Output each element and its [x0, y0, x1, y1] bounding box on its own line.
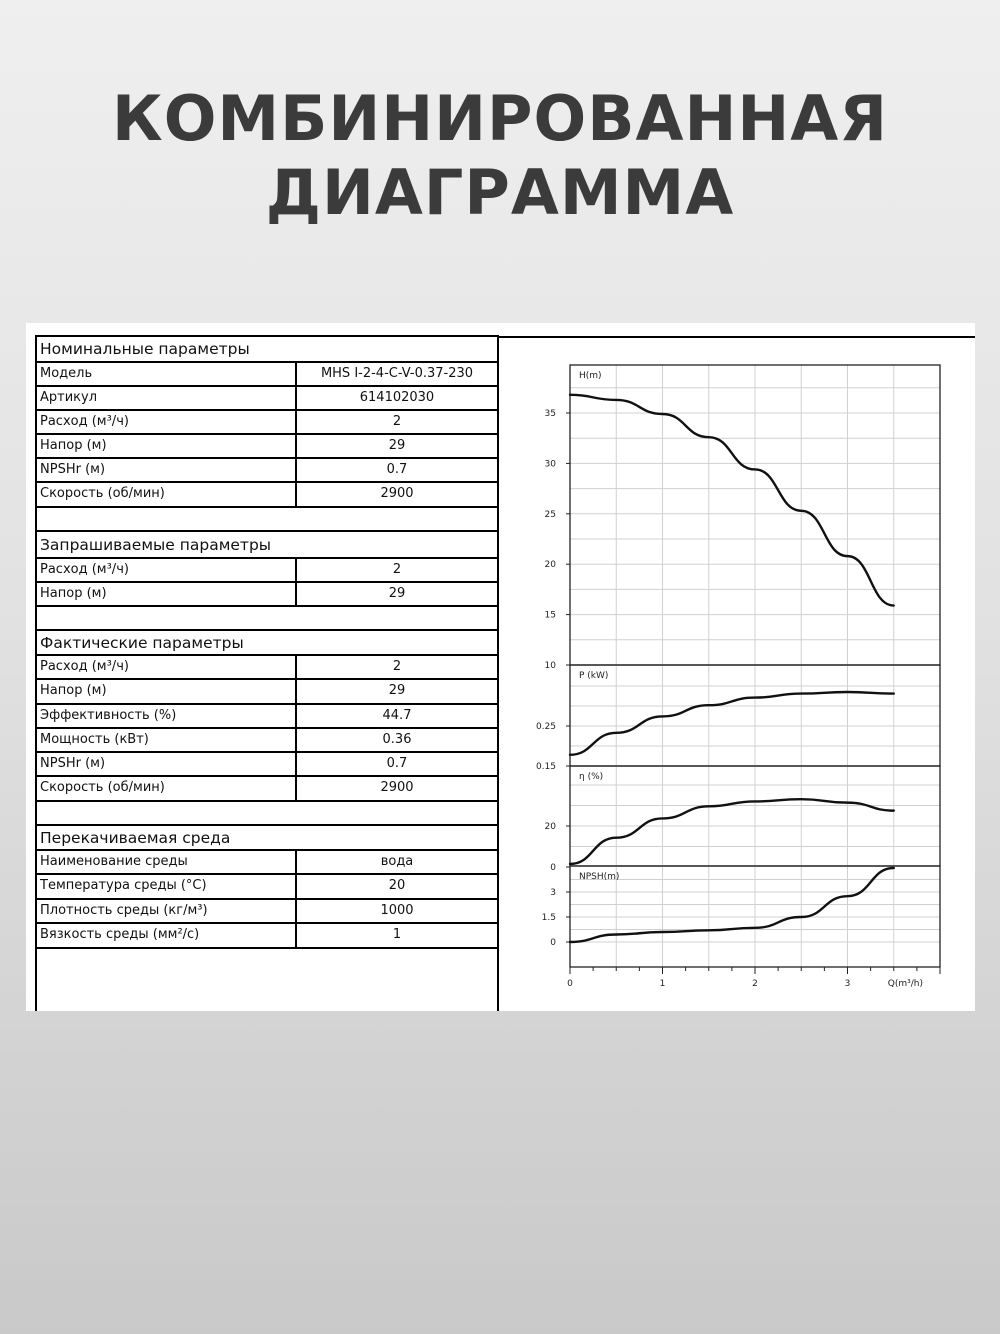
title-line-2: ДИАГРАММА: [265, 156, 735, 229]
section-title: Номинальные параметры: [37, 337, 497, 363]
param-label: Расход (м³/ч): [40, 562, 129, 577]
param-label: NPSHr (м): [40, 462, 106, 477]
param-label: Скорость (об/мин): [40, 780, 165, 795]
x-tick-label: 0: [567, 979, 573, 989]
param-value: 44.7: [382, 708, 412, 723]
table-row: [37, 656, 497, 680]
param-label: Наименование среды: [40, 854, 188, 869]
param-value: 2: [392, 562, 402, 577]
section-title: Запрашиваемые параметры: [37, 533, 497, 559]
datasheet: [26, 323, 975, 1011]
param-label: Скорость (об/мин): [40, 486, 165, 501]
x-tick-label: 3: [844, 979, 851, 989]
param-value: 1000: [380, 903, 414, 918]
x-tick-label: 1: [659, 979, 666, 989]
param-value: MHS I-2-4-C-V-0.37-230: [320, 366, 474, 381]
spacer-row: [37, 607, 497, 631]
parameters-table: [35, 335, 499, 1011]
param-label: Расход (м³/ч): [40, 414, 129, 429]
param-value: 20: [388, 878, 406, 893]
param-label: Напор (м): [40, 438, 107, 453]
page-title: [0, 82, 1000, 230]
table-row: [37, 459, 497, 483]
y-tick-label: 35: [544, 409, 556, 419]
series-curve: [570, 692, 894, 755]
table-row: [37, 411, 497, 435]
table-row: [37, 729, 497, 753]
param-label: NPSHr (м): [40, 756, 106, 771]
param-label: Артикул: [40, 390, 98, 405]
table-row: [37, 435, 497, 459]
param-label: Вязкость среды (мм²/с): [40, 927, 200, 942]
param-label: Эффективность (%): [40, 708, 177, 723]
table-row: [37, 387, 497, 411]
y-tick-label: 10: [544, 661, 556, 671]
param-value: 2: [392, 659, 402, 674]
series-label: NPSH(m): [579, 872, 620, 882]
param-value: 614102030: [359, 390, 435, 405]
param-value: 29: [388, 438, 406, 453]
x-tick-label: 2: [752, 979, 758, 989]
param-label: Напор (м): [40, 586, 107, 601]
param-value: 29: [388, 586, 406, 601]
y-tick-label: 20: [544, 822, 556, 832]
param-value: 2900: [380, 780, 414, 795]
table-row: [37, 583, 497, 607]
y-tick-label: 30: [544, 459, 556, 470]
param-value: 29: [388, 683, 406, 698]
param-value: 0.7: [386, 756, 408, 771]
param-value: 0.36: [382, 732, 412, 747]
y-tick-label: 25: [544, 509, 556, 520]
y-tick-label: 0: [550, 863, 556, 873]
param-value: 2900: [380, 486, 414, 501]
x-axis-label: Q(m³/h): [887, 979, 923, 989]
y-tick-label: 20: [544, 560, 556, 571]
param-label: Мощность (кВт): [40, 732, 149, 747]
section-title: Фактические параметры: [37, 631, 497, 656]
series-curve: [570, 799, 894, 864]
table-row: [37, 900, 497, 924]
param-value: 1: [392, 927, 402, 942]
y-tick-label: 0: [550, 938, 556, 948]
table-row: [37, 483, 497, 508]
spacer-row: [37, 508, 497, 532]
param-value: вода: [380, 854, 414, 869]
table-row: [37, 924, 497, 949]
param-value: 2: [392, 414, 402, 429]
param-label: Напор (м): [40, 683, 107, 698]
table-row: [37, 680, 497, 705]
series-label: η (%): [579, 772, 604, 782]
table-row: [37, 777, 497, 802]
param-label: Модель: [40, 366, 93, 381]
table-row: [37, 559, 497, 583]
y-tick-label: 1.5: [541, 913, 556, 923]
param-value: 0.7: [386, 462, 408, 477]
table-row: [37, 851, 497, 875]
section-title: Перекачиваемая среда: [37, 826, 497, 851]
param-label: Температура среды (°C): [40, 878, 207, 893]
series-label: P (kW): [579, 671, 609, 681]
param-label: Плотность среды (кг/м³): [40, 903, 208, 918]
y-tick-label: 0.25: [535, 722, 556, 732]
y-tick-label: 0.15: [535, 762, 556, 772]
series-curve: [570, 395, 894, 606]
spacer-row: [37, 802, 497, 826]
performance-curves-chart: [498, 338, 975, 1011]
table-row: [37, 363, 497, 387]
y-tick-label: 3: [550, 888, 556, 898]
y-tick-label: 15: [544, 610, 556, 621]
table-row: [37, 705, 497, 729]
title-line-1: КОМБИНИРОВАННАЯ: [112, 82, 888, 155]
table-row: [37, 875, 497, 900]
param-label: Расход (м³/ч): [40, 659, 129, 674]
table-row: [37, 753, 497, 777]
series-label: H(m): [579, 371, 602, 381]
